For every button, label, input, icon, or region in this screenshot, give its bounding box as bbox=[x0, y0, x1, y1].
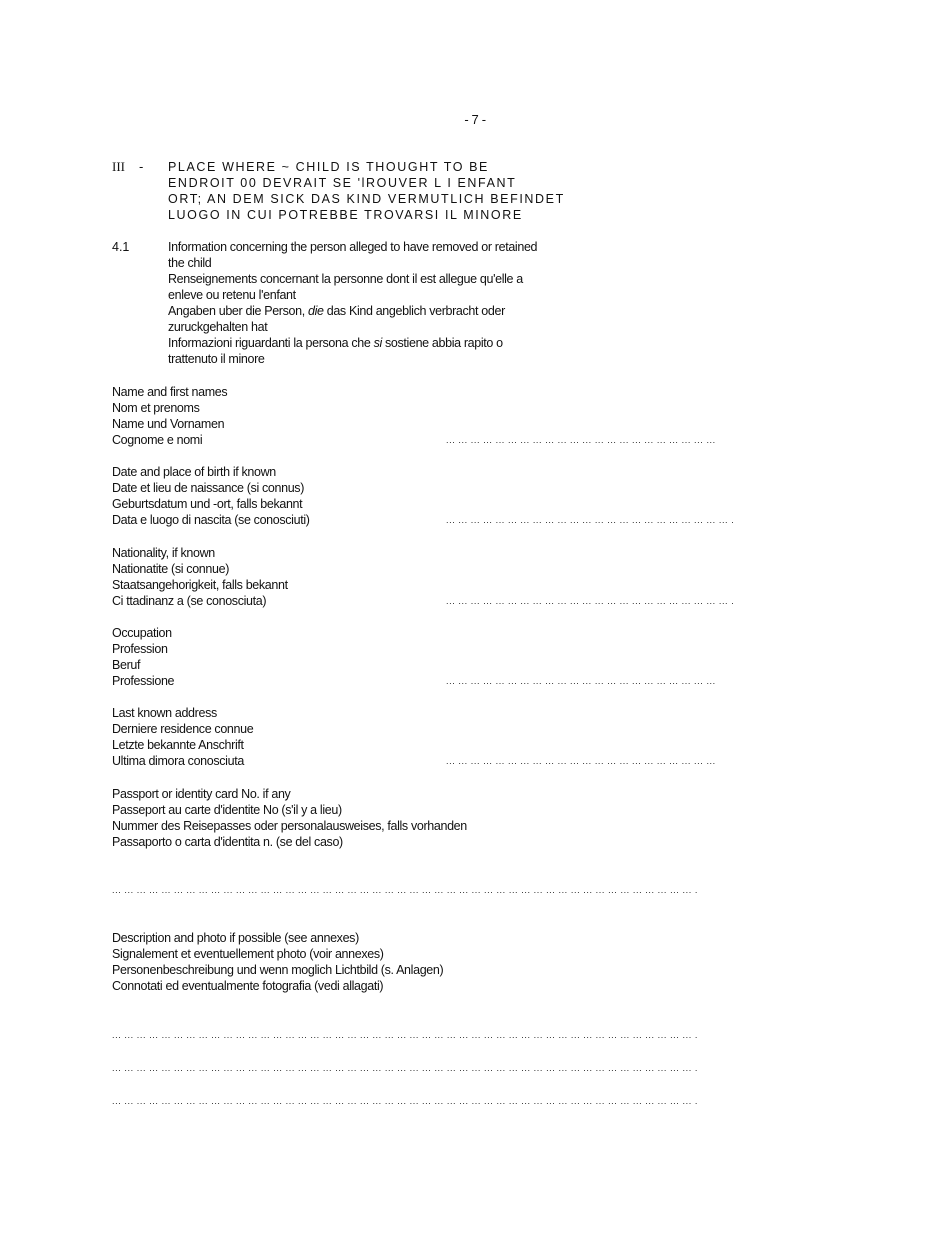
text-run: Angaben uber die Person, bbox=[168, 304, 308, 318]
field-label-en: Last known address bbox=[112, 706, 217, 720]
section-heading-de: ORT; AN DEM SICK DAS KIND VERMUTLICH BEFINDET bbox=[168, 192, 565, 206]
field-label-de: Name und Vornamen bbox=[112, 417, 225, 431]
field-label-en: Nationality, if known bbox=[112, 546, 215, 560]
subsection-line bbox=[168, 303, 537, 319]
field-label-it: Cognome e nomi bbox=[112, 433, 203, 447]
field-label-fr: Derniere residence connue bbox=[112, 722, 254, 736]
field-label-it: Passaporto o carta d'identita n. (se del caso) bbox=[112, 835, 343, 849]
italic-run: die bbox=[307, 304, 324, 318]
field-label-it: Ci ttadinanz a (se conosciuta) bbox=[112, 594, 267, 608]
text-run: Informazioni riguardanti la persona che bbox=[168, 336, 374, 350]
address-input-line[interactable]: ... ... ... ... ... ... ... ... ... ... ... ... ... ... ... ... ... ... ... ... ... ... bbox=[446, 756, 716, 766]
italic-run: si bbox=[373, 336, 382, 350]
field-label-fr: Signalement et eventuellement photo (voir annexes) bbox=[112, 947, 384, 961]
subsection-line: Information concerning the person alleged to have removed or retained bbox=[168, 240, 538, 254]
section-dash: - bbox=[139, 159, 143, 174]
subsection-line: enleve ou retenu l'enfant bbox=[168, 288, 296, 302]
field-label-fr: Passeport au carte d'identite No (s'il y a lieu) bbox=[112, 803, 342, 817]
field-label-de: Staatsangehorigkeit, falls bekannt bbox=[112, 578, 288, 592]
field-label-en: Occupation bbox=[112, 626, 172, 640]
field-label-it: Ultima dimora conosciuta bbox=[112, 754, 244, 768]
passport-input-line[interactable]: ... ... ... ... ... ... ... ... ... ... ... ... ... ... ... ... ... ... ... ... ... ... ... ... ... ... ... ... ... ... ... ... ... ... ... ... ... ... ... ... ... ... ... ... ... ... ... . bbox=[112, 885, 698, 895]
section-heading-fr: ENDROIT 00 DEVRAIT SE 'lROUVER L I ENFANT bbox=[168, 176, 517, 190]
field-label-de: Beruf bbox=[112, 658, 141, 672]
field-label-en: Date and place of birth if known bbox=[112, 465, 276, 479]
section-heading-it: LUOGO IN CUI POTREBBE TROVARSI IL MINORE bbox=[168, 208, 523, 222]
field-description-labels bbox=[112, 930, 443, 994]
text-run: das Kind angeblich verbracht oder bbox=[323, 304, 505, 318]
text-run: sostiene abbia rapito o bbox=[381, 336, 503, 350]
subsection-number: 4.1 bbox=[112, 240, 130, 254]
field-label-de: Nummer des Reisepasses oder personalausweises, falls vorhanden bbox=[112, 819, 467, 833]
nationality-input-line[interactable]: ... ... ... ... ... ... ... ... ... ... ... ... ... ... ... ... ... ... ... ... ... ... ... . bbox=[446, 596, 735, 606]
subsection-text bbox=[168, 239, 537, 367]
field-passport-labels bbox=[112, 786, 467, 850]
section-heading-en: PLACE WHERE ~ CHILD IS THOUGHT TO BE bbox=[168, 160, 489, 174]
description-input-line-3[interactable]: ... ... ... ... ... ... ... ... ... ... ... ... ... ... ... ... ... ... ... ... ... ... ... ... ... ... ... ... ... ... ... ... ... ... ... ... ... ... ... ... ... ... ... ... ... ... ... . bbox=[112, 1096, 698, 1106]
field-label-en: Passport or identity card No. if any bbox=[112, 787, 291, 801]
subsection-line: trattenuto il minore bbox=[168, 352, 265, 366]
page-number bbox=[0, 112, 950, 128]
name-input-line[interactable]: ... ... ... ... ... ... ... ... ... ... ... ... ... ... ... ... ... ... ... ... ... ... bbox=[446, 435, 716, 445]
subsection-line: the child bbox=[168, 256, 212, 270]
field-label-it: Data e luogo di nascita (se conosciuti) bbox=[112, 513, 310, 527]
field-address-labels bbox=[112, 705, 253, 769]
section-number: III bbox=[112, 159, 125, 174]
occupation-input-line[interactable]: ... ... ... ... ... ... ... ... ... ... ... ... ... ... ... ... ... ... ... ... ... ... bbox=[446, 676, 716, 686]
subsection-line: zuruckgehalten hat bbox=[168, 320, 268, 334]
field-label-fr: Date et lieu de naissance (si connus) bbox=[112, 481, 305, 495]
field-label-en: Description and photo if possible (see annexes) bbox=[112, 931, 359, 945]
field-nationality-labels bbox=[112, 545, 288, 609]
description-input-line-2[interactable]: ... ... ... ... ... ... ... ... ... ... ... ... ... ... ... ... ... ... ... ... ... ... ... ... ... ... ... ... ... ... ... ... ... ... ... ... ... ... ... ... ... ... ... ... ... ... ... . bbox=[112, 1063, 698, 1073]
field-label-de: Personenbeschreibung und wenn moglich Lichtbild (s. Anlagen) bbox=[112, 963, 444, 977]
field-label-it: Connotati ed eventualmente fotografia (vedi allagati) bbox=[112, 979, 384, 993]
subsection-line: Renseignements concernant la personne dont il est allegue qu'elle a bbox=[168, 272, 523, 286]
subsection-line bbox=[168, 335, 537, 351]
field-label-de: Geburtsdatum und -ort, falls bekannt bbox=[112, 497, 303, 511]
birth-input-line[interactable]: ... ... ... ... ... ... ... ... ... ... ... ... ... ... ... ... ... ... ... ... ... ... ... . bbox=[446, 515, 735, 525]
section-heading bbox=[168, 159, 565, 223]
field-name-labels bbox=[112, 384, 227, 448]
field-occupation-labels bbox=[112, 625, 174, 689]
field-label-fr: Nationatite (si connue) bbox=[112, 562, 230, 576]
description-input-line-1[interactable]: ... ... ... ... ... ... ... ... ... ... ... ... ... ... ... ... ... ... ... ... ... ... ... ... ... ... ... ... ... ... ... ... ... ... ... ... ... ... ... ... ... ... ... ... ... ... ... . bbox=[112, 1030, 698, 1040]
field-label-de: Letzte bekannte Anschrift bbox=[112, 738, 244, 752]
field-label-it: Professione bbox=[112, 674, 175, 688]
field-label-fr: Profession bbox=[112, 642, 168, 656]
field-label-fr: Nom et prenoms bbox=[112, 401, 200, 415]
field-label-en: Name and first names bbox=[112, 385, 228, 399]
field-birth-labels bbox=[112, 464, 310, 528]
page-number-text: - 7 - bbox=[464, 112, 486, 127]
